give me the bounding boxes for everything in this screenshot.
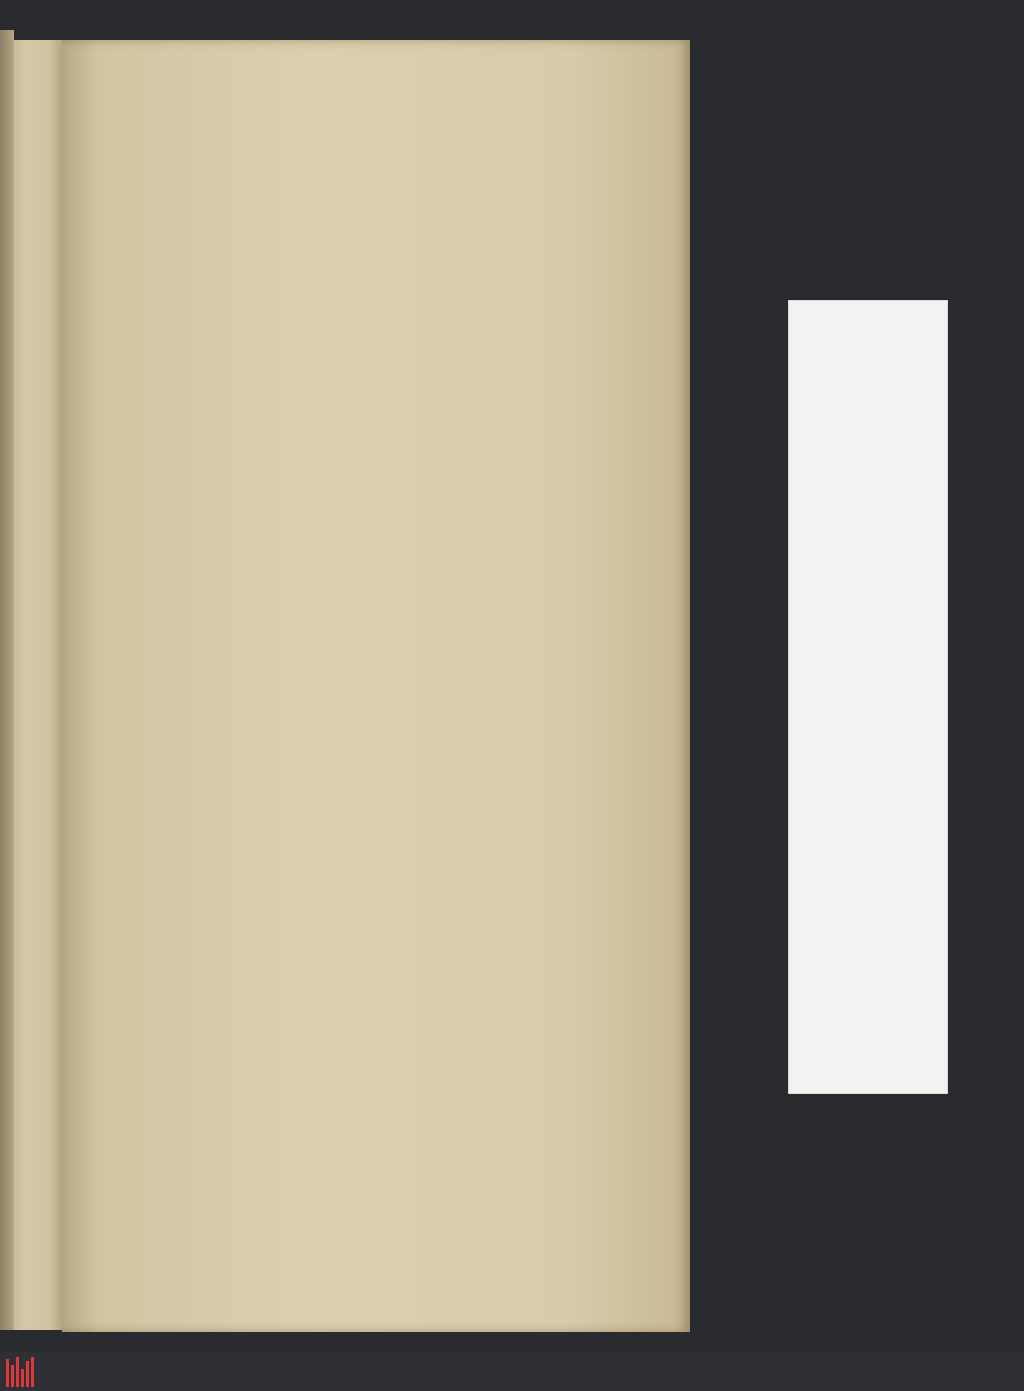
footer-bar [0,1352,1024,1391]
institution-label [900,388,946,1068]
book-page [62,40,690,1332]
book-spine-edge [0,30,14,1330]
hab-logo-icon [6,1355,36,1387]
